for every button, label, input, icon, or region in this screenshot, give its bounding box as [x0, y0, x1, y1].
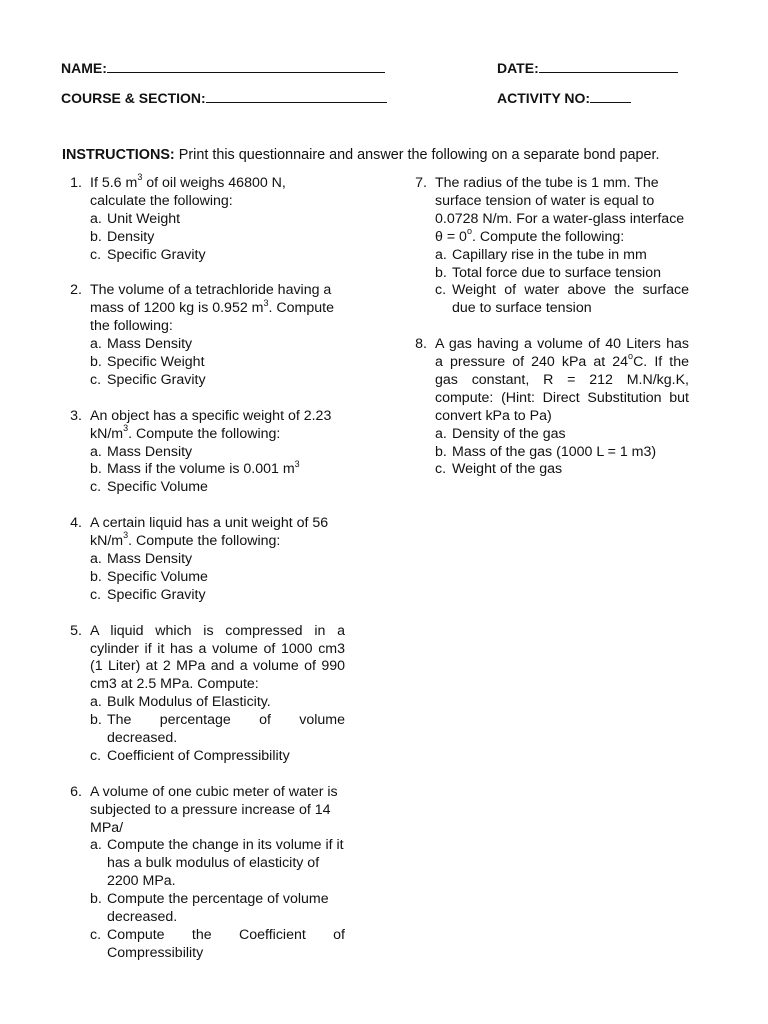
- name-blank-line: [107, 61, 385, 73]
- question-6: [62, 784, 345, 963]
- question-text: An object has a specific weight of 2.23 $kN/m^3$. Compute the following:: [90, 407, 332, 442]
- question-text: The volume of a tetrachloride having a mass of 1200 kg is 0.952 $m^3$. Compute the following:: [90, 282, 334, 335]
- name-field: [61, 60, 385, 76]
- option-c: c. Specific Gravity: [90, 371, 206, 388]
- option-c: c. Weight of water above the surface due to surface tension: [435, 282, 689, 317]
- course-section-label: COURSE & SECTION:: [61, 90, 206, 106]
- date-blank-line: [539, 61, 678, 73]
- option-a: a. Bulk Modulus of Elasticity.: [90, 694, 271, 711]
- activity-no-field: [497, 90, 631, 106]
- option-b: b. Total force due to surface tension: [435, 264, 661, 281]
- instructions-text: Print this questionnaire and answer the following on a separate bond paper.: [174, 147, 660, 163]
- option-b: b. The percentage of volume decreased.: [90, 712, 345, 747]
- option-a: a. Unit Weight: [90, 210, 181, 227]
- question-number: 8.: [415, 336, 427, 353]
- question-4: [62, 515, 345, 605]
- question-number: 3.: [70, 407, 82, 424]
- question-text: A volume of one cubic meter of water is subjected to a pressure increase of 14 MPa/: [90, 783, 338, 836]
- option-c: c. Weight of the gas: [435, 461, 563, 478]
- option-a: a. Capillary rise in the tube in mm: [435, 246, 647, 263]
- option-a: a. Density of the gas: [435, 425, 566, 442]
- question-text: A gas having a volume of 40 Liters has a pressure of 240 kPa at 24$^o$C. If the gas constant, R = 212 M.N/kg.K, compute: (Hint: Direct Substitution but convert kPa to Pa): [435, 336, 689, 424]
- question-3: [62, 408, 345, 498]
- name-label: NAME:: [61, 60, 107, 76]
- question-1: [62, 172, 345, 265]
- instructions-label: INSTRUCTIONS:: [62, 147, 175, 163]
- question-text: If 5.6 $m^3$ of oil weighs 46800 N, calculate the following:: [90, 172, 286, 209]
- question-number: 4.: [70, 515, 82, 532]
- option-a: a. Mass Density: [90, 443, 193, 460]
- question-text: The radius of the tube is 1 mm. The surface tension of water is equal to 0.0728 N/m. For a water-glass interface $\theta = 0^o$. Compute the following:: [435, 175, 685, 245]
- activity-no-label: ACTIVITY NO:: [497, 90, 591, 106]
- question-5: [62, 623, 345, 766]
- question-text: A certain liquid has a unit weight of 56 $kN/m^3$. Compute the following:: [90, 515, 329, 550]
- option-b: b. Mass of the gas (1000 L = 1 m3): [435, 443, 657, 460]
- question-number: 5.: [70, 622, 82, 639]
- activity-blank-line: [590, 91, 631, 103]
- left-column: [62, 172, 345, 981]
- option-b: b. Specific Weight: [90, 354, 205, 371]
- option-a: a. Mass Density: [90, 550, 193, 567]
- option-b: b. Density: [90, 228, 155, 245]
- option-b: b. Compute the percentage of volume decreased.: [90, 891, 329, 926]
- option-c: c. Specific Gravity: [90, 586, 206, 603]
- option-a: a. Compute the change in its volume if it has a bulk modulus of elasticity of 2200 MPa.: [90, 837, 344, 890]
- option-c: c. Specific Gravity: [90, 246, 206, 263]
- question-number: 2.: [70, 282, 82, 299]
- question-number: 1.: [70, 175, 82, 191]
- option-c: c. Specific Volume: [90, 479, 208, 496]
- right-column: [407, 175, 689, 497]
- question-number: 6.: [70, 783, 82, 800]
- date-label: DATE:: [497, 60, 539, 76]
- option-c: c. Coefficient of Compressibility: [90, 747, 290, 764]
- option-b: b. Mass if the volume is 0.001 $m^3$: [90, 458, 300, 478]
- course-section-field: [61, 90, 387, 106]
- date-field: [497, 60, 678, 76]
- option-b: b. Specific Volume: [90, 568, 208, 585]
- option-a: a. Mass Density: [90, 336, 193, 353]
- instructions: [62, 147, 660, 163]
- question-text: A liquid which is compressed in a cylinder if it has a volume of 1000 cm3 (1 Liter) at 2 MPa and a volume of 990 cm3 at 2.5 MPa. Compute:: [90, 622, 345, 693]
- course-blank-line: [206, 91, 387, 103]
- question-7: [407, 175, 689, 318]
- question-8: [407, 336, 689, 479]
- question-number: 7.: [415, 175, 427, 191]
- question-2: [62, 282, 345, 389]
- option-c: c. Compute the Coefficient of Compressibility: [90, 926, 345, 961]
